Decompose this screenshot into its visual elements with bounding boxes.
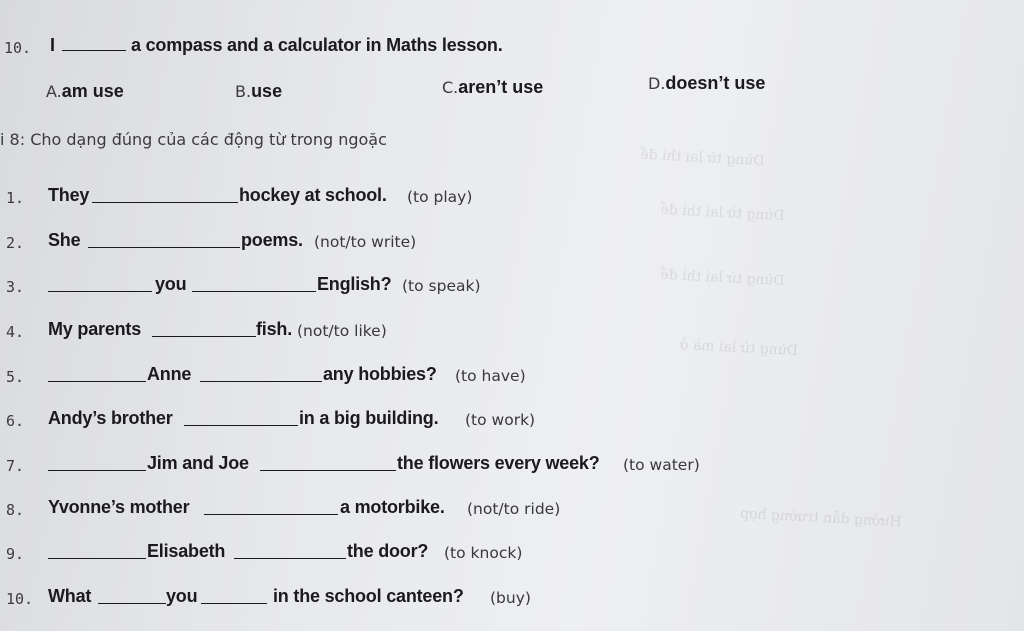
question-text: a compass and a calculator in Maths lesson. [131, 35, 503, 55]
answer-blank[interactable] [88, 231, 240, 248]
exercise-row [0, 184, 600, 208]
verb-hint: (not/to like) [297, 322, 387, 340]
verb-hint: (to have) [455, 367, 526, 385]
option-a[interactable]: A.am use [46, 81, 124, 101]
exercise-row [0, 363, 600, 387]
exercise-number: 6. [6, 412, 25, 430]
option-c[interactable]: C.aren’t use [442, 77, 544, 97]
answer-blank[interactable] [234, 542, 346, 559]
verb-hint: (not/to write) [314, 233, 417, 251]
exercise-text: hockey at school. [239, 185, 387, 205]
answer-blank[interactable] [201, 587, 267, 604]
exercise-subject: you [155, 274, 187, 294]
exercise-text: fish. [256, 319, 293, 339]
answer-blank[interactable] [204, 498, 338, 515]
exercise-number: 8. [6, 501, 25, 519]
exercise-row [0, 407, 600, 431]
exercise-subject: you [166, 586, 198, 606]
show-through-text: Dùng từ lai thì để [659, 201, 786, 225]
show-through-text: Hướng dẫn trường hợp [739, 505, 903, 531]
exercise-row [0, 585, 600, 609]
option-b[interactable]: B.use [235, 81, 283, 101]
exercise-number: 2. [6, 234, 25, 252]
exercise-row [0, 318, 600, 342]
exercise-text: in a big building. [299, 408, 439, 428]
show-through-text: Dùng từ lai mà ở [679, 336, 799, 360]
exercise-subject: Andy’s brother [48, 408, 173, 428]
answer-blank[interactable] [200, 365, 322, 382]
answer-blank[interactable] [48, 365, 146, 382]
exercise-row [0, 229, 600, 253]
verb-hint: (to water) [623, 456, 700, 474]
exercise-row [0, 540, 600, 564]
answer-blank[interactable] [48, 454, 146, 471]
exercise-row [0, 273, 600, 297]
answer-blank[interactable] [48, 275, 152, 292]
verb-hint: (to play) [407, 188, 473, 206]
exercise-text: poems. [241, 230, 303, 250]
question-number: 10. [4, 39, 32, 57]
verb-hint: (to knock) [444, 544, 523, 562]
verb-hint: (to speak) [402, 277, 481, 295]
exercise-row [0, 452, 720, 476]
answer-blank[interactable] [152, 320, 256, 337]
answer-blank[interactable] [184, 409, 298, 426]
exercise-subject: They [48, 185, 90, 205]
exercise-number: 4. [6, 323, 25, 341]
show-through-text: Dùng từ lai thì để [639, 146, 766, 170]
answer-blank[interactable] [260, 454, 396, 471]
exercise-number: 3. [6, 278, 25, 296]
exercise-text: English? [317, 274, 392, 294]
exercise-number: 1. [6, 189, 25, 207]
show-through-text: Dùng từ lai thì để [659, 266, 786, 290]
exercise-text: any hobbies? [323, 364, 437, 384]
exercise-subject: Elisabeth [147, 541, 226, 561]
exercise-subject: Anne [147, 364, 192, 384]
answer-blank[interactable] [48, 542, 146, 559]
exercise-subject: She [48, 230, 81, 250]
answer-blank[interactable] [98, 587, 166, 604]
exercise-subject: My parents [48, 319, 142, 339]
answer-blank[interactable] [92, 186, 238, 203]
exercise-subject: What [48, 586, 92, 606]
question-subject: I [50, 35, 55, 55]
header-question [0, 34, 600, 58]
exercise-row [0, 496, 600, 520]
verb-hint: (not/to ride) [467, 500, 561, 518]
verb-hint: (to work) [465, 411, 536, 429]
exercise-text: in the school canteen? [273, 586, 464, 606]
answer-blank[interactable] [192, 275, 316, 292]
exercise-number: 9. [6, 545, 25, 563]
exercise-subject: Yvonne’s mother [48, 497, 190, 517]
exercise-text: the door? [347, 541, 429, 561]
exercise-number: 7. [6, 457, 25, 475]
exercise-number: 5. [6, 368, 25, 386]
exercise-number: 10. [6, 590, 34, 608]
verb-hint: (buy) [490, 589, 531, 607]
section-title: i 8: Cho dạng đúng của các động từ trong ngoặc [0, 130, 387, 149]
exercise-text: the flowers every week? [397, 453, 600, 473]
exercise-subject: Jim and Joe [147, 453, 249, 473]
answer-blank[interactable] [62, 34, 126, 51]
option-d[interactable]: D.doesn’t use [648, 73, 766, 93]
exercise-text: a motorbike. [340, 497, 445, 517]
